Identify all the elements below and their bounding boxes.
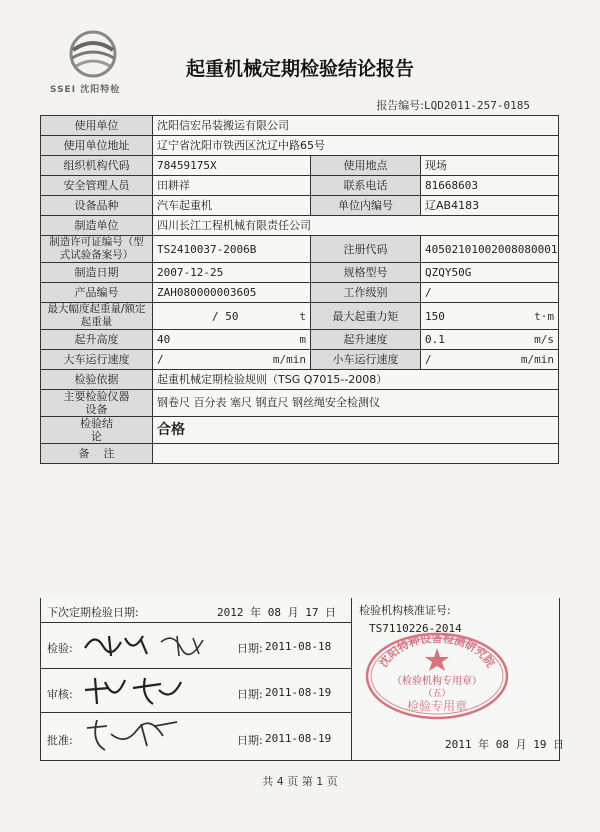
- org-code-value: 78459175X: [153, 156, 311, 176]
- user-address-label: 使用单位地址: [41, 136, 153, 156]
- table-row: [41, 283, 559, 303]
- review-date-value: 2011-08-19: [265, 686, 332, 699]
- basis-label: 检验依据: [41, 370, 153, 390]
- crane-speed-cell: [153, 350, 311, 370]
- table-row: [41, 136, 559, 156]
- max-load-cell: [153, 303, 311, 330]
- max-load-unit: t: [299, 309, 306, 323]
- table-row: [41, 216, 559, 236]
- phone-label: 联系电话: [311, 176, 421, 196]
- approver-signature: [81, 716, 191, 754]
- report-number: [376, 97, 530, 113]
- work-level-value: /: [421, 283, 559, 303]
- max-moment-value: 150: [425, 309, 445, 323]
- trolley-speed-value: /: [425, 353, 432, 366]
- seal-bottom-text: 检验专用章: [406, 699, 468, 713]
- conclusion-value: 合格: [153, 417, 559, 444]
- model-value: QZQY50G: [421, 263, 559, 283]
- table-row: [41, 444, 559, 464]
- instruments-value: 钢卷尺 百分表 塞尺 钢直尺 钢丝绳安全检测仪: [153, 390, 559, 417]
- official-seal-icon: [364, 626, 510, 720]
- inspector-label: 检验:: [47, 642, 73, 655]
- seal-inner-text: （检验机构专用章）: [392, 676, 482, 687]
- inspect-date-label: 日期:: [237, 642, 263, 655]
- user-unit-label: 使用单位: [41, 116, 153, 136]
- trolley-speed-cell: [421, 350, 559, 370]
- instruments-label: 主要检验仪器设备: [41, 390, 153, 417]
- max-moment-unit: t·m: [534, 309, 554, 323]
- crane-speed-label: 大车运行速度: [41, 350, 153, 370]
- lift-speed-value: 0.1: [425, 333, 445, 346]
- lift-speed-cell: [421, 330, 559, 350]
- lift-height-value: 40: [157, 333, 171, 346]
- location-value: 现场: [421, 156, 559, 176]
- max-load-label: 最大幅度起重量/额定起重量: [41, 303, 153, 330]
- work-level-label: 工作级别: [311, 283, 421, 303]
- max-moment-cell: [421, 303, 559, 330]
- inspect-date-value: 2011-08-18: [265, 640, 332, 653]
- registration-code-value: 40502101002008080001: [421, 236, 559, 263]
- table-row: [41, 370, 559, 390]
- table-row: [41, 263, 559, 283]
- logo-text: SSEI 沈阳特检: [50, 85, 121, 95]
- table-row: [41, 236, 559, 263]
- permit-value: TS2410037-2006B: [153, 236, 311, 263]
- org-code-label: 组织机构代码: [41, 156, 153, 176]
- internal-number-label: 单位内编号: [311, 196, 421, 216]
- report-number-label: 报告编号:: [376, 99, 425, 112]
- location-label: 使用地点: [311, 156, 421, 176]
- max-load-value: / 50: [212, 309, 239, 323]
- user-unit-value: 沈阳信宏吊装搬运有限公司: [153, 116, 559, 136]
- conclusion-label: 检验结论: [41, 417, 153, 444]
- table-row: [41, 330, 559, 350]
- equipment-type-value: 汽车起重机: [153, 196, 311, 216]
- seal-number: （五）: [423, 689, 451, 699]
- crane-speed-value: /: [157, 353, 164, 366]
- seal-outer-text: 沈阳特种设备检测研究院: [376, 632, 498, 670]
- remark-label: 备 注: [41, 444, 153, 464]
- safety-manager-label: 安全管理人员: [41, 176, 153, 196]
- review-date-label: 日期:: [237, 688, 263, 701]
- product-number-label: 产品编号: [41, 283, 153, 303]
- permit-label: 制造许可证编号（型式试验备案号）: [41, 236, 153, 263]
- reviewer-signature: [81, 674, 191, 708]
- next-inspection-value: 2012 年 08 月 17 日: [217, 606, 337, 619]
- phone-value: 81668603: [421, 176, 559, 196]
- approve-date-value: 2011-08-19: [265, 732, 332, 745]
- table-row: [41, 156, 559, 176]
- product-number-value: ZAH080000003605: [153, 283, 311, 303]
- remark-value: [153, 444, 559, 464]
- table-row: [41, 350, 559, 370]
- approval-cert-label: 检验机构核准证号:: [359, 604, 451, 617]
- lift-speed-label: 起升速度: [311, 330, 421, 350]
- manufacturer-label: 制造单位: [41, 216, 153, 236]
- trolley-speed-label: 小车运行速度: [311, 350, 421, 370]
- mfg-date-label: 制造日期: [41, 263, 153, 283]
- report-number-value: LQD2011-257-0185: [424, 99, 530, 112]
- lift-height-unit: m: [299, 333, 306, 346]
- trolley-speed-unit: m/min: [520, 353, 554, 366]
- reviewer-label: 审核:: [47, 688, 73, 701]
- next-inspection-label: 下次定期检验日期:: [47, 606, 139, 619]
- safety-manager-value: 田耕祥: [153, 176, 311, 196]
- approval-cert-value: TS7110226-2014: [369, 622, 462, 635]
- lift-height-cell: [153, 330, 311, 350]
- inspection-table: [40, 115, 559, 464]
- lift-height-label: 起升高度: [41, 330, 153, 350]
- equipment-type-label: 设备品种: [41, 196, 153, 216]
- mfg-date-value: 2007-12-25: [153, 263, 311, 283]
- max-moment-label: 最大起重力矩: [311, 303, 421, 330]
- table-row: [41, 390, 559, 417]
- seal-date: 2011 年 08 月 19 日: [445, 738, 565, 751]
- crane-speed-unit: m/min: [272, 353, 306, 366]
- inspector-signature: [81, 628, 221, 662]
- manufacturer-value: 四川长江工程机械有限责任公司: [153, 216, 559, 236]
- basis-value: 起重机械定期检验规则（TSG Q7015--2008）: [153, 370, 559, 390]
- approver-label: 批准:: [47, 734, 73, 747]
- registration-code-label: 注册代码: [311, 236, 421, 263]
- lift-speed-unit: m/s: [534, 333, 554, 346]
- table-row: [41, 303, 559, 330]
- table-row: [41, 196, 559, 216]
- table-row: [41, 417, 559, 444]
- internal-number-value: 辽AB4183: [421, 196, 559, 216]
- table-row: [41, 116, 559, 136]
- table-row: [41, 176, 559, 196]
- user-address-value: 辽宁省沈阳市铁西区沈辽中路65号: [153, 136, 559, 156]
- report-title: 起重机械定期检验结论报告: [185, 58, 414, 80]
- page-footer: 共 4 页 第 1 页: [262, 775, 338, 788]
- model-label: 规格型号: [311, 263, 421, 283]
- approve-date-label: 日期:: [237, 734, 263, 747]
